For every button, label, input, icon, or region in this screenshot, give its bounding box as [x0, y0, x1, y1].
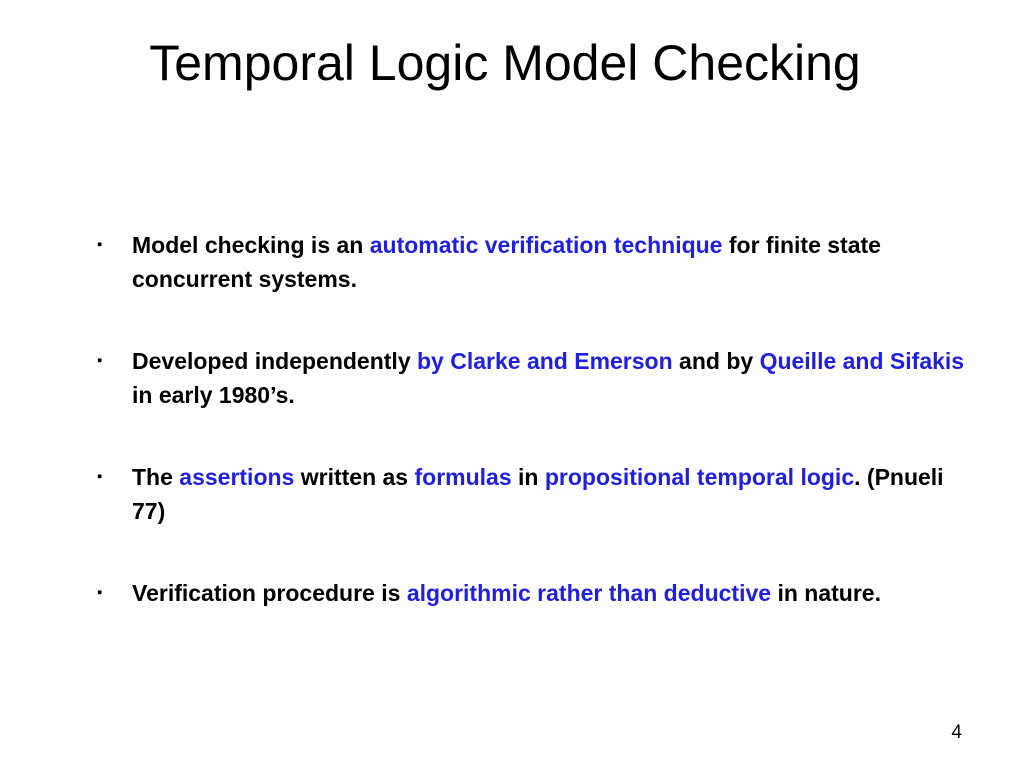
bullet-text-segment: written as — [294, 464, 415, 490]
bullet-square-icon: ▪ — [97, 468, 103, 485]
bullet-text-segment: The — [132, 464, 180, 490]
bullet-text-segment: for finite state concurrent systems. — [132, 232, 881, 292]
bullet-square-icon: ▪ — [97, 236, 103, 253]
page-number: 4 — [951, 722, 962, 743]
bullet-text-segment: in — [511, 464, 545, 490]
bullet-square-icon: ▪ — [97, 352, 103, 369]
bullet-highlight-segment: assertions — [179, 464, 295, 490]
bullet-highlight-segment: propositional temporal logic — [544, 464, 855, 490]
bullet-item — [90, 460, 970, 528]
bullet-text-segment: Developed independently — [132, 348, 417, 374]
bullet-list — [90, 228, 970, 658]
bullet-item — [90, 228, 970, 296]
bullet-highlight-segment: algorithmic rather than deductive — [406, 580, 772, 606]
bullet-text-segment: . (Pnueli 77) — [132, 464, 944, 524]
bullet-text-segment: in nature. — [771, 580, 881, 606]
bullet-highlight-segment: by Clarke and Emerson — [417, 348, 673, 374]
bullet-highlight-segment: automatic verification technique — [369, 232, 723, 258]
bullet-item — [90, 576, 970, 610]
bullet-item — [90, 344, 970, 412]
bullet-text-segment: and by — [672, 348, 760, 374]
bullet-text-segment: in early 1980’s. — [132, 382, 295, 408]
bullet-square-icon: ▪ — [97, 584, 103, 601]
bullet-text-segment: Model checking is an — [132, 232, 370, 258]
bullet-text-segment: Verification procedure is — [132, 580, 407, 606]
slide-title: Temporal Logic Model Checking — [149, 35, 861, 91]
bullet-highlight-segment: Queille and Sifakis — [759, 348, 965, 374]
bullet-highlight-segment: formulas — [414, 464, 512, 490]
